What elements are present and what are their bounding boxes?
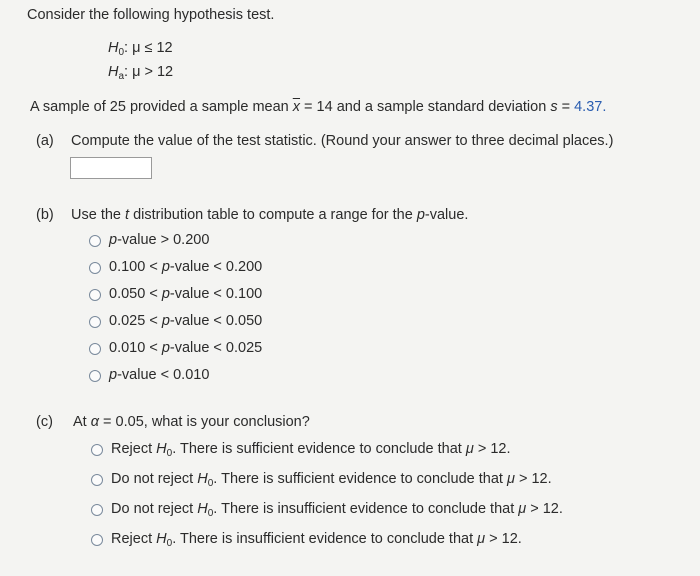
opt-h: H <box>197 501 208 517</box>
pvalue-option-label <box>109 313 262 329</box>
conclusion-option-label <box>111 501 563 519</box>
opt-a: Do not reject <box>111 501 194 517</box>
opt-b: . There is insufficient evidence to conclude that <box>213 501 515 517</box>
s-equals: = <box>561 99 571 115</box>
radio-pvalue-2[interactable] <box>89 262 101 274</box>
opt-post: -value < 0.100 <box>169 286 263 302</box>
part-a-question: Compute the value of the test statistic. (Round your answer to three decimal places.) <box>71 133 614 149</box>
radio-conclusion-2[interactable] <box>91 474 103 486</box>
radio-conclusion-1[interactable] <box>91 444 103 456</box>
alpha-symbol: α <box>90 414 100 430</box>
opt-post: -value > 0.200 <box>117 232 210 248</box>
radio-conclusion-4[interactable] <box>91 534 103 546</box>
opt-p: p <box>109 367 118 383</box>
opt-p: p <box>161 259 170 275</box>
conclusion-option-label <box>111 471 552 489</box>
part-a-label: (a) <box>36 133 54 149</box>
radio-pvalue-6[interactable] <box>89 370 101 382</box>
opt-h: H <box>156 531 167 547</box>
null-hypothesis <box>108 40 173 58</box>
opt-p: p <box>161 286 170 302</box>
opt-pre: 0.010 < <box>109 340 162 356</box>
radio-pvalue-5[interactable] <box>89 343 101 355</box>
part-c-label: (c) <box>36 414 53 430</box>
q-before: Use the <box>71 207 121 223</box>
q-before: At <box>73 414 87 430</box>
sample-before: A sample of 25 provided a sample mean <box>30 99 289 115</box>
opt-post: -value < 0.010 <box>117 367 210 383</box>
opt-p: p <box>161 313 170 329</box>
opt-post: -value < 0.025 <box>169 340 263 356</box>
opt-sub: 0 <box>207 478 214 489</box>
q-after: -value. <box>424 207 469 223</box>
radio-conclusion-3[interactable] <box>91 504 103 516</box>
test-statistic-input[interactable] <box>70 157 152 179</box>
p-symbol: p <box>416 207 425 223</box>
opt-c: > 12. <box>489 531 522 547</box>
opt-post: -value < 0.050 <box>169 313 263 329</box>
pvalue-option-label <box>109 340 262 356</box>
opt-h: H <box>197 471 208 487</box>
radio-pvalue-3[interactable] <box>89 289 101 301</box>
opt-mu: μ <box>506 471 515 487</box>
h-symbol: H <box>108 40 119 56</box>
conclusion-option-label <box>111 531 522 549</box>
opt-sub: 0 <box>166 538 173 549</box>
opt-mu: μ <box>518 501 527 517</box>
alternative-hypothesis <box>108 64 173 82</box>
pvalue-option-label <box>109 232 209 248</box>
opt-c: > 12. <box>530 501 563 517</box>
opt-sub: 0 <box>207 508 214 519</box>
t-symbol: t <box>125 207 130 223</box>
radio-pvalue-4[interactable] <box>89 316 101 328</box>
h-sub: 0 <box>118 47 125 58</box>
opt-b: . There is sufficient evidence to conclude that <box>172 441 462 457</box>
opt-a: Reject <box>111 441 153 457</box>
opt-pre: 0.100 < <box>109 259 162 275</box>
h-sub: a <box>118 71 125 82</box>
opt-a: Reject <box>111 531 153 547</box>
opt-pre: 0.050 < <box>109 286 162 302</box>
opt-pre: 0.025 < <box>109 313 162 329</box>
part-b-label: (b) <box>36 207 54 223</box>
opt-b: . There is insufficient evidence to conclude that <box>172 531 474 547</box>
opt-c: > 12. <box>477 441 511 457</box>
q-after: = 0.05, what is your conclusion? <box>103 414 310 430</box>
sample-middle: = 14 and a sample standard deviation <box>304 99 547 115</box>
radio-pvalue-1[interactable] <box>89 235 101 247</box>
opt-b: . There is sufficient evidence to conclude that <box>213 471 503 487</box>
opt-a: Do not reject <box>111 471 194 487</box>
opt-p: p <box>161 340 170 356</box>
opt-mu: μ <box>477 531 486 547</box>
xbar-symbol: $\overline{x}$ <box>292 99 301 115</box>
s-symbol: s <box>550 99 558 115</box>
opt-c: > 12. <box>518 471 552 487</box>
intro-text: Consider the following hypothesis test. <box>27 7 275 23</box>
pvalue-option-label <box>109 286 262 302</box>
s-value: 4.37. <box>574 99 607 115</box>
part-b-question <box>71 207 468 223</box>
opt-sub: 0 <box>166 448 173 459</box>
sample-statement <box>30 99 606 115</box>
h-symbol: H <box>108 64 119 80</box>
q-middle: distribution table to compute a range for the <box>133 207 413 223</box>
part-c-question <box>73 414 310 430</box>
opt-h: H <box>156 441 167 457</box>
alt-rest: : μ > 12 <box>124 64 174 80</box>
opt-mu: μ <box>465 441 474 457</box>
opt-post: -value < 0.200 <box>169 259 263 275</box>
null-rest: : μ ≤ 12 <box>124 40 173 56</box>
pvalue-option-label <box>109 259 262 275</box>
conclusion-option-label <box>111 441 511 459</box>
pvalue-option-label <box>109 367 209 383</box>
opt-p: p <box>109 232 118 248</box>
